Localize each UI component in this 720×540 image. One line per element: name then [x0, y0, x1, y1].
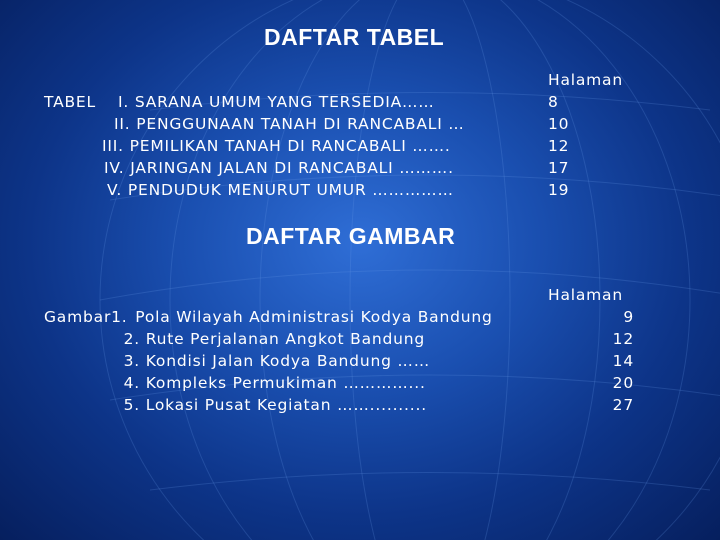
tabel-row [118, 92, 435, 112]
gambar-row-number: 5. [123, 396, 140, 414]
daftar-tabel-title: DAFTAR TABEL [264, 24, 445, 50]
tabel-row-number: V. [107, 181, 123, 199]
gambar-row-text: Lokasi Pusat Kegiatan …….......... [145, 396, 427, 414]
gambar-row [44, 373, 426, 393]
tabel-row-text: SARANA UMUM YANG TERSEDIA…… [134, 93, 435, 111]
gambar-row-text: Kompleks Permukiman …………... [145, 374, 426, 392]
gambar-page-number: 27 [612, 396, 634, 414]
gambar-row-number: 1. [111, 308, 128, 326]
gambar-row-text: Kondisi Jalan Kodya Bandung …… [145, 352, 431, 370]
tabel-row-number: I. [118, 93, 130, 111]
tabel-page-number: 10 [548, 115, 570, 133]
gambar-row [44, 351, 430, 371]
gambar-row-number: 4. [123, 374, 140, 392]
tabel-row [104, 158, 454, 178]
tabel-row [102, 136, 451, 156]
tabel-row [114, 114, 465, 134]
gambar-page-header: Halaman [548, 286, 623, 304]
tabel-row-text: PENDUDUK MENURUT UMUR …………… [127, 181, 454, 199]
tabel-row-text: PEMILIKAN TANAH DI RANCABALI ……. [129, 137, 451, 155]
tabel-row-text: PENGGUNAAN TANAH DI RANCABALI … [136, 115, 465, 133]
tabel-row-number: III. [102, 137, 124, 155]
gambar-row [44, 329, 425, 349]
gambar-row-number: 2. [123, 330, 140, 348]
tabel-page-number: 19 [548, 181, 570, 199]
tabel-page-header: Halaman [548, 71, 623, 89]
gambar-row-text: Rute Perjalanan Angkot Bandung [145, 330, 426, 348]
tabel-page-number: 8 [548, 93, 559, 111]
tabel-row [107, 180, 454, 200]
gambar-row-number: 3. [123, 352, 140, 370]
gambar-page-number: 14 [612, 352, 634, 370]
gambar-page-number: 12 [612, 330, 634, 348]
daftar-gambar-title: DAFTAR GAMBAR [246, 223, 456, 249]
gambar-row [44, 307, 493, 327]
gambar-page-number: 20 [612, 374, 634, 392]
tabel-row-number: II. [114, 115, 131, 133]
tabel-page-number: 12 [548, 137, 570, 155]
tabel-row-text: JARINGAN JALAN DI RANCABALI ………. [130, 159, 454, 177]
gambar-prefix: Gambar [44, 308, 112, 326]
gambar-page-number: 9 [623, 308, 634, 326]
tabel-prefix: TABEL [44, 93, 96, 111]
tabel-page-number: 17 [548, 159, 570, 177]
gambar-row [44, 395, 427, 415]
tabel-row-number: IV. [104, 159, 125, 177]
gambar-row-text: Pola Wilayah Administrasi Kodya Bandung [135, 308, 493, 326]
